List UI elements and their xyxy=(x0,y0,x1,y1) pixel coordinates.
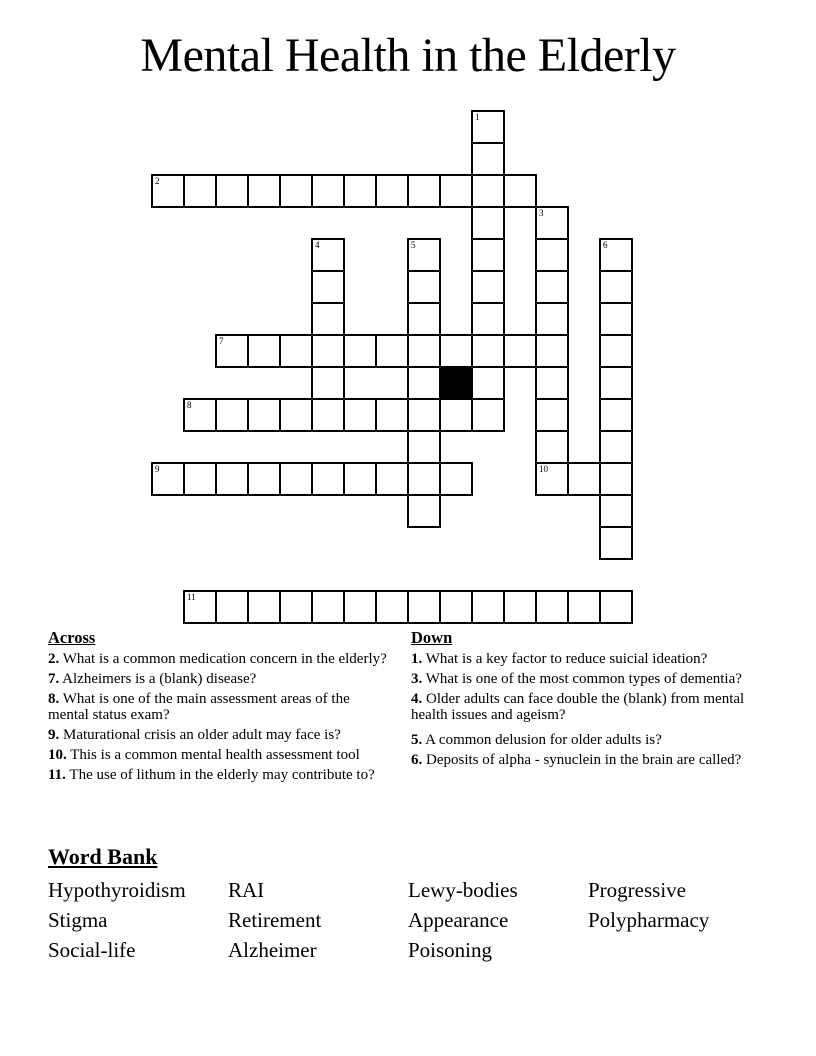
clue-number: 2. xyxy=(48,651,60,667)
across-heading: Across xyxy=(48,628,96,647)
grid-cell xyxy=(375,462,409,496)
grid-cell xyxy=(183,462,217,496)
clue-number: 11. xyxy=(48,767,66,784)
grid-cell xyxy=(215,174,249,208)
grid-cell xyxy=(471,270,505,304)
word-bank-item: RAI xyxy=(228,878,265,902)
grid-cell xyxy=(151,462,185,496)
grid-cell xyxy=(247,462,281,496)
cell-number: 6 xyxy=(603,240,608,250)
word-bank-item: Polypharmacy xyxy=(588,908,710,932)
grid-cell xyxy=(343,334,377,368)
clue-number: 4. xyxy=(411,691,423,708)
grid-cell xyxy=(375,174,409,208)
grid-cell xyxy=(535,334,569,368)
grid-cell xyxy=(599,462,633,496)
cell-number: 2 xyxy=(155,176,160,186)
grid-cell xyxy=(439,398,473,432)
grid-cell xyxy=(279,334,313,368)
grid-cell xyxy=(439,174,473,208)
grid-cell xyxy=(599,494,633,528)
clue-item: 5. A common delusion for older adults is? xyxy=(411,732,662,749)
grid-cell xyxy=(407,462,441,496)
grid-cell xyxy=(407,174,441,208)
cell-number: 8 xyxy=(187,400,192,410)
grid-cell xyxy=(311,174,345,208)
grid-cell xyxy=(215,334,249,368)
grid-cell xyxy=(535,270,569,304)
grid-cell xyxy=(311,334,345,368)
grid-cell xyxy=(471,206,505,240)
clue-item: 10. This is a common mental health assessment tool xyxy=(48,746,360,763)
word-bank-item: Appearance xyxy=(408,908,509,932)
clue-item: 1. What is a key factor to reduce suicial ideation? xyxy=(411,651,708,667)
grid-cell xyxy=(311,270,345,304)
clue-item: 7. Alzheimers is a (blank) disease? xyxy=(48,671,257,688)
grid-cell xyxy=(599,270,633,304)
grid-cell xyxy=(247,334,281,368)
grid-cell xyxy=(343,590,377,624)
grid-cell xyxy=(599,430,633,464)
cell-number: 9 xyxy=(155,464,160,474)
grid-cell xyxy=(439,334,473,368)
grid-cell xyxy=(407,494,441,528)
grid-cell xyxy=(599,334,633,368)
clue-number: 5. xyxy=(411,732,423,749)
grid-cell xyxy=(407,302,441,336)
grid-cell xyxy=(311,302,345,336)
clue-item: 4. Older adults can face double the (blank) from mental health issues and ageism? xyxy=(411,691,745,723)
grid-cell xyxy=(471,302,505,336)
grid-cell xyxy=(407,430,441,464)
grid-cell xyxy=(279,398,313,432)
grid-cell xyxy=(311,462,345,496)
grid-cell xyxy=(375,334,409,368)
grid-cell xyxy=(247,590,281,624)
cell-number: 11 xyxy=(187,592,196,602)
word-bank-item: Stigma xyxy=(48,908,108,932)
clue-number: 1. xyxy=(411,651,423,667)
grid-cell xyxy=(375,590,409,624)
word-bank-item: Alzheimer xyxy=(228,938,317,962)
grid-cell xyxy=(535,430,569,464)
grid-cell xyxy=(471,590,505,624)
grid-cell xyxy=(343,174,377,208)
down-clue-list xyxy=(411,652,763,769)
cell-number: 1 xyxy=(475,112,480,122)
grid-cell xyxy=(183,590,217,624)
grid-cell xyxy=(599,398,633,432)
grid-cell xyxy=(215,398,249,432)
grid-cell xyxy=(535,590,569,624)
grid-cell xyxy=(503,334,537,368)
word-bank-item: Hypothyroidism xyxy=(48,878,186,902)
clue-number: 9. xyxy=(48,726,60,743)
grid-cell xyxy=(503,590,537,624)
cell-number: 5 xyxy=(411,240,416,250)
grid-cell xyxy=(599,238,633,272)
grid-cell xyxy=(279,462,313,496)
cell-number: 7 xyxy=(219,336,224,346)
clue-item: 3. What is one of the most common types of dementia? xyxy=(411,671,742,688)
clue-item: 8. What is one of the main assessment areas of the mental status exam? xyxy=(48,691,350,723)
across-section xyxy=(48,629,393,788)
grid-cell xyxy=(279,174,313,208)
clue-item: 2. What is a common medication concern in the elderly? xyxy=(48,651,387,667)
grid-cell xyxy=(503,174,537,208)
grid-cell xyxy=(407,238,441,272)
grid-cell xyxy=(535,302,569,336)
black-cell xyxy=(439,366,473,400)
grid-cell xyxy=(471,366,505,400)
word-bank-item: Poisoning xyxy=(408,938,493,962)
grid-cell xyxy=(247,398,281,432)
grid-cell xyxy=(567,462,601,496)
grid-cell xyxy=(471,142,505,176)
grid-cell xyxy=(407,590,441,624)
grid-cell xyxy=(471,110,505,144)
grid-cell xyxy=(215,590,249,624)
clue-number: 8. xyxy=(48,691,60,708)
grid-cell xyxy=(471,398,505,432)
word-bank-item: Lewy-bodies xyxy=(408,878,518,902)
grid-cell xyxy=(311,398,345,432)
grid-cell xyxy=(343,398,377,432)
grid-cell xyxy=(535,206,569,240)
grid-cell xyxy=(407,270,441,304)
grid-cell xyxy=(599,526,633,560)
clue-item: 6. Deposits of alpha - synuclein in the brain are called? xyxy=(411,752,742,769)
grid-cell xyxy=(599,366,633,400)
grid-cell xyxy=(407,398,441,432)
grid-cell xyxy=(311,590,345,624)
grid-cell xyxy=(471,238,505,272)
clue-number: 3. xyxy=(411,671,423,688)
word-bank-item: Progressive xyxy=(588,878,686,902)
word-bank-item: Retirement xyxy=(228,908,322,932)
down-heading: Down xyxy=(411,628,453,647)
page-title: Mental Health in the Elderly xyxy=(140,29,676,82)
grid-cell xyxy=(343,462,377,496)
grid-cell xyxy=(279,590,313,624)
clue-item: 11. The use of lithum in the elderly may contribute to? xyxy=(48,767,375,784)
grid-cell xyxy=(471,334,505,368)
grid-cell xyxy=(535,398,569,432)
grid-cell xyxy=(535,366,569,400)
grid-cell xyxy=(439,462,473,496)
word-bank-list xyxy=(48,878,778,962)
cell-number: 3 xyxy=(539,208,544,218)
grid-cell xyxy=(215,462,249,496)
grid-cell xyxy=(311,238,345,272)
grid-cell xyxy=(439,590,473,624)
grid-cell xyxy=(183,174,217,208)
cell-number: 10 xyxy=(539,464,548,474)
clue-number: 7. xyxy=(48,671,60,688)
grid-cell xyxy=(151,174,185,208)
down-section xyxy=(411,629,763,774)
cell-number: 4 xyxy=(315,240,320,250)
grid-cell xyxy=(311,366,345,400)
word-bank-heading: Word Bank xyxy=(48,844,158,869)
grid-cell xyxy=(407,334,441,368)
grid-cell xyxy=(375,398,409,432)
grid-cell xyxy=(407,366,441,400)
grid-cell xyxy=(535,238,569,272)
grid-cell xyxy=(471,174,505,208)
grid-cell xyxy=(599,302,633,336)
word-bank-section xyxy=(48,844,778,962)
grid-cell xyxy=(183,398,217,432)
clue-number: 10. xyxy=(48,746,67,763)
clue-item: 9. Maturational crisis an older adult may face is? xyxy=(48,726,341,743)
grid-cell xyxy=(567,590,601,624)
word-bank-item: Social-life xyxy=(48,938,136,962)
clue-number: 6. xyxy=(411,752,423,769)
grid-cell xyxy=(535,462,569,496)
across-clue-list xyxy=(48,652,393,784)
grid-cell xyxy=(247,174,281,208)
grid-cell xyxy=(599,590,633,624)
